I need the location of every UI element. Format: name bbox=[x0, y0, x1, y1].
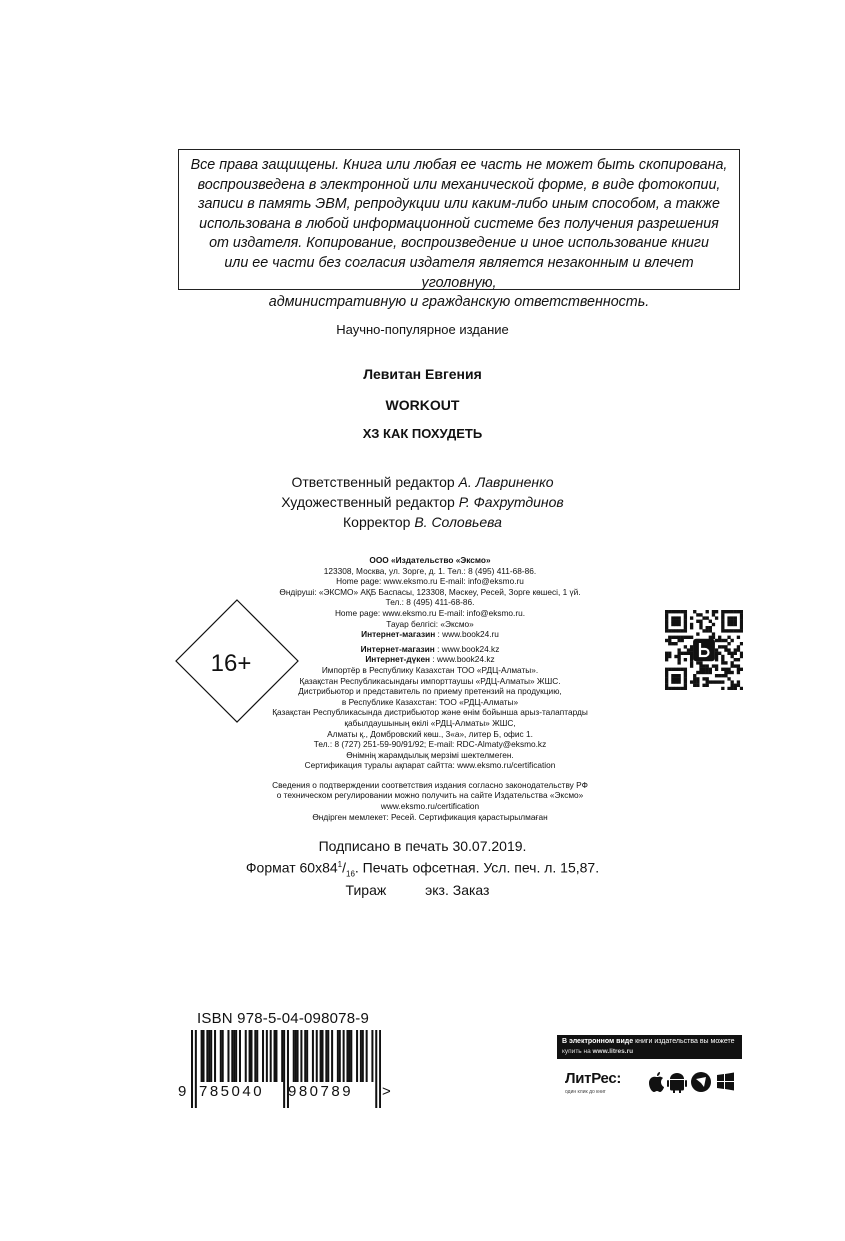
distributor-line: в Республике Казахстан: ТОО «РДЦ-Алматы» bbox=[341, 696, 519, 707]
shop-ru: Интернет-магазин : www.book24.ru bbox=[361, 629, 499, 640]
barcode-digit-first: 9 bbox=[178, 1083, 187, 1100]
print-run: Тираж экз. Заказ bbox=[345, 882, 490, 899]
book-subtitle: ХЗ КАК ПОХУДЕТЬ bbox=[362, 426, 483, 441]
barcode-arrow: > bbox=[382, 1083, 391, 1100]
conformity-line: о техническом регулировании можно получить на сайте Издательства «Эксмо» bbox=[276, 790, 584, 801]
platform-icons bbox=[646, 1070, 740, 1094]
trademark: Тауар белгісі: «Эксмо» bbox=[386, 618, 474, 629]
litres-banner: В электронном виде книги издательства вы можете купить на www.litres.ru bbox=[557, 1035, 742, 1059]
book-title: WORKOUT bbox=[385, 397, 460, 413]
copyright-line: от издателя. Копирование, воспроизведение и иное использование книги bbox=[209, 235, 709, 252]
author-name: Левитан Евгения bbox=[363, 366, 482, 382]
certification-kz: Сертификация туралы ақпарат сайтта: www.eksmo.ru/certification bbox=[304, 760, 556, 771]
proofreader: Корректор В. Соловьева bbox=[343, 514, 502, 530]
publisher-name: ООО «Издательство «Эксмо» bbox=[369, 555, 491, 565]
isbn-label: ISBN 978-5-04-098078-9 bbox=[197, 1010, 370, 1027]
format-line: Формат $60x84^1/_{16}$. Печать офсетная. Усл. печ. л. 15,87. bbox=[245, 859, 600, 878]
kz-phone: Тел.: 8 (495) 411-68-86. bbox=[385, 597, 475, 608]
signed-date: Подписано в печать 30.07.2019. bbox=[318, 838, 527, 854]
copyright-notice bbox=[178, 149, 740, 311]
kz-maker: Өндіруші: «ЭКСМО» АҚБ Баспасы, 123308, Мәскеу, Ресей, Зорге көшесі, 1 үй. bbox=[279, 586, 581, 597]
conformity-line: www.eksmo.ru/certification bbox=[380, 801, 480, 812]
copyright-line: записи в память ЭВМ, репродукции или каким-либо иным способом, а также bbox=[198, 196, 720, 213]
editors-block bbox=[0, 472, 845, 532]
art-editor: Художественный редактор Р. Фахрутдинов bbox=[281, 494, 564, 510]
responsible-editor: Ответственный редактор А. Лавриненко bbox=[291, 474, 554, 490]
barcode-digits-group1: 785040 bbox=[199, 1083, 265, 1100]
distributor-line: Дистрибьютор и представитель по приему претензий на продукцию, bbox=[298, 686, 562, 697]
shop-kz: Интернет-магазин : www.book24.kz bbox=[360, 643, 500, 654]
kz-contacts: Тел.: 8 (727) 251-59-90/91/92; E-mail: RDC-Almaty@eksmo.kz bbox=[313, 739, 547, 750]
copyright-line: воспроизведена в электронной или механической форме, в виде фотокопии, bbox=[197, 176, 721, 193]
android-icon bbox=[667, 1073, 687, 1093]
conformity-line: Сведения о подтверждении соответствия издания согласно законодательству РФ bbox=[272, 779, 588, 790]
shop-kk: Интернет-дүкен : www.book24.kz bbox=[365, 654, 495, 665]
qr-code-icon bbox=[665, 610, 743, 690]
kz-web: Home page: www.eksmo.ru E-mail: info@eksmo.ru. bbox=[334, 607, 526, 618]
barcode-digits-group2: 980789 bbox=[288, 1083, 354, 1100]
kz-distributor-line: қабылдаушының өкілі «РДЦ-Алматы» ЖШС, bbox=[344, 717, 516, 728]
shelf-life: Өнімнің жарамдылық мерзімі шектелмеген. bbox=[346, 749, 514, 760]
kz-address: Алматы қ., Домбровский көш., 3«а», литер Б, офис 1. bbox=[327, 728, 533, 739]
copyright-line: или ее части без согласия издателя является незаконным и влечет уголовную, bbox=[224, 254, 694, 291]
print-info bbox=[0, 838, 845, 900]
apple-icon bbox=[649, 1072, 664, 1092]
copyright-line: административную и гражданскую ответственность. bbox=[268, 294, 650, 311]
copyright-line: Все права защищены. Книга или любая ее часть не может быть скопирована, bbox=[190, 157, 728, 173]
litres-logo: ЛитРес: bbox=[565, 1070, 622, 1087]
publisher-address: 123308, Москва, ул. Зорге, д. 1. Тел.: 8 (495) 411-68-86. bbox=[323, 565, 537, 576]
windows-icon bbox=[717, 1073, 734, 1091]
importer-ru: Импортёр в Республику Казахстан ТОО «РДЦ-Алматы». bbox=[321, 664, 539, 675]
litres-tagline: один клик до книг bbox=[565, 1089, 606, 1095]
publisher-web: Home page: www.eksmo.ru E-mail: info@eksmo.ru bbox=[336, 576, 524, 587]
age-rating: 16+ bbox=[210, 650, 252, 677]
genre-label: Научно-популярное издание bbox=[336, 322, 509, 337]
windows-phone-icon bbox=[691, 1072, 711, 1092]
importer-kz: Қазақстан Республикасындағы импорттаушы «РДЦ-Алматы» ЖШС. bbox=[299, 675, 561, 686]
kz-distributor-line: Қазақстан Республикасында дистрибьютор және өнім бойынша арыз-талаптарды bbox=[272, 707, 588, 718]
origin-country: Өндірген мемлекет: Ресей. Сертификация қарастырылмаған bbox=[312, 811, 548, 822]
copyright-line: использована в любой информационной системе без получения разрешения bbox=[199, 215, 719, 232]
